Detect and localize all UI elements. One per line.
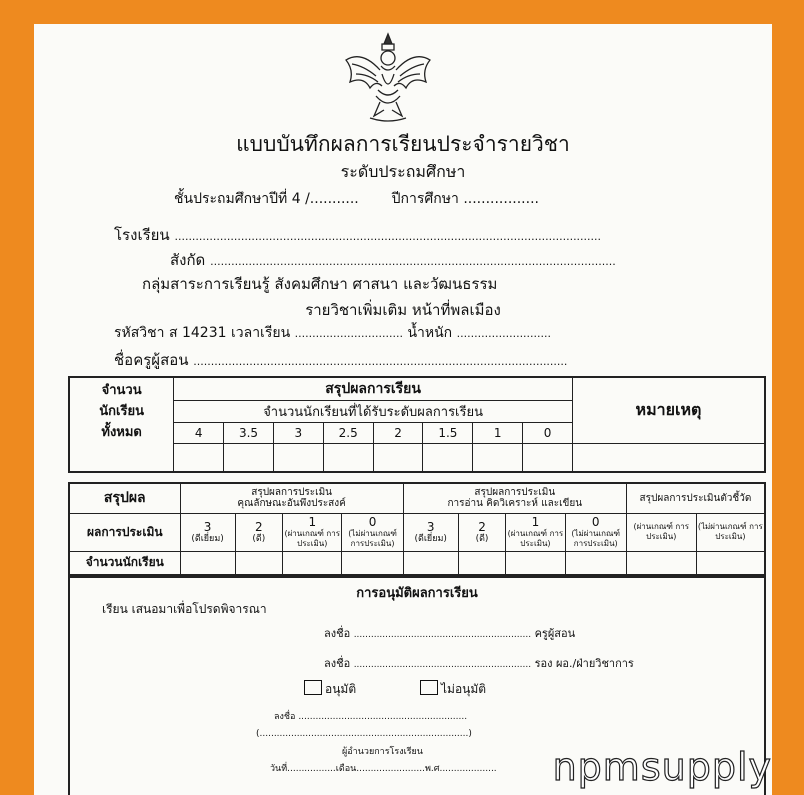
count-cell[interactable] [696,551,765,575]
learning-area: กลุ่มสาระการเรียนรู้ สังคมศึกษา ศาสนา และวัฒนธรรม [142,275,498,293]
assessment-table [68,482,766,576]
year-field[interactable]: ................... [442,764,497,774]
count-cell[interactable] [180,551,235,575]
form-page [34,24,772,795]
approve-option[interactable]: อนุมัติ [304,680,356,699]
affiliation-label: สังกัด [170,251,206,269]
teacher-sign-line: ลงชื่อ .............................................................. ครูผู้สอน [324,627,576,640]
affiliation-line [170,248,616,272]
affiliation-field[interactable]: .................................................................................................................... [210,255,616,268]
grade-2-5: 2.5 [323,423,373,444]
director-sign-field[interactable]: ........................................................... [298,712,468,722]
level-2-a: 2 (ดี) [235,513,283,551]
count-cell[interactable] [506,551,565,575]
indicator-header: สรุปผลการประเมินตัวชี้วัด [626,483,765,513]
grade-3-5: 3.5 [224,423,274,444]
deputy-sign-line: ลงชื่อ .............................................................. รอง ผอ./ฝ่ายวิชาการ [324,657,634,670]
count-label: จำนวนนักเรียน [69,551,180,575]
level-0-a: 0 (ไม่ผ่านเกณฑ์ การประเมิน) [342,513,403,551]
grade-cell[interactable] [473,444,523,472]
level-1-a: 1 (ผ่านเกณฑ์ การประเมิน) [283,513,342,551]
credit-field[interactable]: ........................... [456,327,552,340]
subject-name: รายวิชาเพิ่มเติม หน้าที่พลเมือง [305,301,501,319]
indicator-pass: (ผ่านเกณฑ์ การประเมิน) [626,513,696,551]
school-line [114,223,601,247]
reading-writing-header: สรุปผลการประเมิน การอ่าน คิดวิเคราะห์ และเขียน [403,483,626,513]
director-title: ผู้อำนวยการโรงเรียน [342,747,423,757]
grade-1: 1 [473,423,523,444]
level-3-b: 3 (ดีเยี่ยม) [403,513,458,551]
disapprove-checkbox[interactable] [420,680,438,695]
teacher-sign-field[interactable]: .............................................................. [353,630,532,640]
grade-4: 4 [174,423,224,444]
grade-3: 3 [273,423,323,444]
date-line: วันที่.................เดือน........................พ.ศ.................... [270,764,497,774]
count-cell[interactable] [458,551,506,575]
count-cell[interactable] [565,551,626,575]
grade-cell[interactable] [323,444,373,472]
form-title: แบบบันทึกผลการเรียนประจำรายวิชา [236,132,570,156]
school-label: โรงเรียน [114,226,170,244]
summary-header: สรุปผล [69,483,180,513]
teacher-label: ชื่อครูผู้สอน [114,351,189,369]
form-level: ระดับประถมศึกษา [340,162,466,181]
indicator-fail: (ไม่ผ่านเกณฑ์ การประเมิน) [696,513,765,551]
grade-2: 2 [373,423,423,444]
count-cell[interactable] [403,551,458,575]
grade-cell[interactable] [273,444,323,472]
code-label: รหัสวิชา [114,325,165,341]
summary-subtitle: จำนวนนักเรียนที่ได้รับระดับผลการเรียน [174,401,573,423]
grade-cell[interactable] [174,444,224,472]
director-sign-line: ลงชื่อ ........................................................... [274,712,468,722]
level-0-b: 0 (ไม่ผ่านเกณฑ์ การประเมิน) [565,513,626,551]
academic-year-field[interactable]: ................. [463,191,539,207]
garuda-emblem-icon [340,30,436,126]
grade-line [174,188,539,210]
director-name-field[interactable]: (.........................................................................) [256,729,472,739]
remark-header: หมายเหตุ [572,377,765,444]
academic-year-label: ปีการศึกษา [391,191,459,207]
credit-label: น้ำหนัก [407,325,453,341]
approval-salutation: เรียน เสนอมาเพื่อโปรดพิจารณา [102,602,267,616]
grade-summary-table [68,376,766,473]
month-field[interactable]: ........................ [356,764,425,774]
approve-checkbox[interactable] [304,680,322,695]
result-label: ผลการประเมิน [69,513,180,551]
desired-characteristics-header: สรุปผลการประเมิน คุณลักษณะอันพึงประสงค์ [180,483,403,513]
count-cell[interactable] [235,551,283,575]
code-line [114,322,551,344]
grade-value[interactable]: 4 /........... [291,191,359,207]
total-students-header: จำนวน นักเรียน ทั้งหมด [69,377,174,472]
count-cell[interactable] [626,551,696,575]
grade-label: ชั้นประถมศึกษาปีที่ [174,191,288,207]
hours-field[interactable]: ............................... [294,327,403,340]
grade-1-5: 1.5 [423,423,473,444]
deputy-sign-field[interactable]: .............................................................. [353,660,532,670]
teacher-field[interactable]: ........................................................................................................... [193,355,568,368]
grade-cell[interactable] [523,444,573,472]
school-field[interactable]: .......................................................................................................................... [174,230,602,243]
watermark: npmsupply [552,745,772,789]
disapprove-option[interactable]: ไม่อนุมัติ [420,680,486,699]
remark-cell[interactable] [572,444,765,472]
level-1-b: 1 (ผ่านเกณฑ์ การประเมิน) [506,513,565,551]
grade-cell[interactable] [373,444,423,472]
summary-title: สรุปผลการเรียน [174,377,573,401]
hours-label: เวลาเรียน [230,325,291,341]
grade-cell[interactable] [224,444,274,472]
code-value: ส 14231 [168,325,227,341]
level-3-a: 3 (ดีเยี่ยม) [180,513,235,551]
teacher-line [114,348,567,372]
approval-title: การอนุมัติผลการเรียน [356,586,478,601]
level-2-b: 2 (ดี) [458,513,506,551]
count-cell[interactable] [283,551,342,575]
grade-0: 0 [523,423,573,444]
count-cell[interactable] [342,551,403,575]
day-field[interactable]: ................. [287,764,336,774]
grade-cell[interactable] [423,444,473,472]
